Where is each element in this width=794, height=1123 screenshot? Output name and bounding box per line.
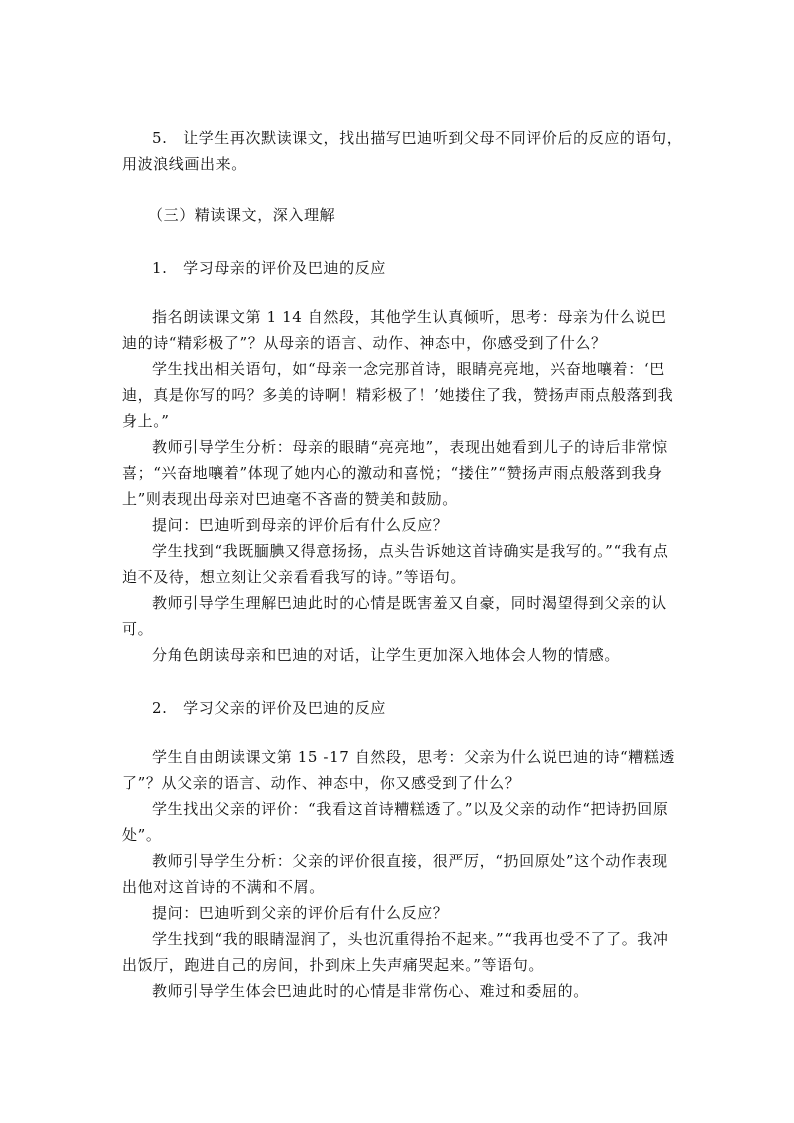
sub1-paragraph: 学生找到“我既腼腆又得意扬扬，点头告诉她这首诗确实是我写的。”“我有点迫不及待，想立刻让父亲看看我写的诗。”等语句。 bbox=[122, 542, 669, 586]
sub2-paragraph: 学生找出父亲的评价：“我看这首诗糟糕透了。”以及父亲的动作“把诗扔回原处”。 bbox=[122, 800, 669, 844]
item5-line2: 用波浪线画出来。 bbox=[122, 155, 247, 173]
sub2-title: 2. 学习父亲的评价及巴迪的反应 bbox=[152, 699, 386, 717]
sub1-title: 1. 学习母亲的评价及巴迪的反应 bbox=[152, 259, 386, 277]
sub2-paragraph: 教师引导学生分析：父亲的评价很直接，很严厉，“扔回原处”这个动作表现出他对这首诗的不满和不屑。 bbox=[122, 852, 668, 896]
sub2-paragraph: 学生找到“我的眼睛湿润了，头也沉重得抬不起来。”“我再也受不了了。我冲出饭厅，跑进自己的房间，扑到床上失声痛哭起来。”等语句。 bbox=[122, 930, 669, 974]
sub1-paragraph: 指名朗读课文第 1 14 自然段，其他学生认真倾听，思考：母亲为什么说巴迪的诗“精彩极了”？从母亲的语言、动作、神态中，你感受到了什么？ bbox=[122, 308, 667, 352]
sub2-paragraph: 教师引导学生体会巴迪此时的心情是非常伤心、难过和委屈的。 bbox=[152, 982, 589, 1000]
sub1-paragraph: 教师引导学生分析：母亲的眼睛“亮亮地”，表现出她看到儿子的诗后非常惊喜；“兴奋地嚷着”体现了她内心的激动和喜悦；“搂住”“赞扬声雨点般落到我身上”则表现出母亲对巴迪毫不吝啬的赞美和鼓励。 bbox=[122, 438, 668, 508]
sub2-paragraph: 提问：巴迪听到父亲的评价后有什么反应？ bbox=[152, 904, 449, 922]
section3-title: （三）精读课文，深入理解 bbox=[148, 206, 336, 224]
sub1-paragraph: 提问：巴迪听到母亲的评价后有什么反应？ bbox=[152, 516, 449, 534]
item5-line1: 5. 让学生再次默读课文，找出描写巴迪听到父母不同评价后的反应的语句， bbox=[152, 129, 683, 147]
sub2-paragraph: 学生自由朗读课文第 15 -17 自然段，思考：父亲为什么说巴迪的诗“糟糕透了”？从父亲的语言、动作、神态中，你又感受到了什么？ bbox=[122, 748, 676, 792]
sub1-paragraph: 学生找出相关语句，如“母亲一念完那首诗，眼睛亮亮地，兴奋地嚷着：‘巴迪，真是你写的吗？多美的诗啊！精彩极了！’她搂住了我，赞扬声雨点般落到我身上。” bbox=[122, 360, 674, 430]
sub1-paragraph: 教师引导学生理解巴迪此时的心情是既害羞又自豪，同时渴望得到父亲的认可。 bbox=[122, 594, 667, 638]
sub1-paragraph: 分角色朗读母亲和巴迪的对话，让学生更加深入地体会人物的情感。 bbox=[152, 646, 621, 664]
